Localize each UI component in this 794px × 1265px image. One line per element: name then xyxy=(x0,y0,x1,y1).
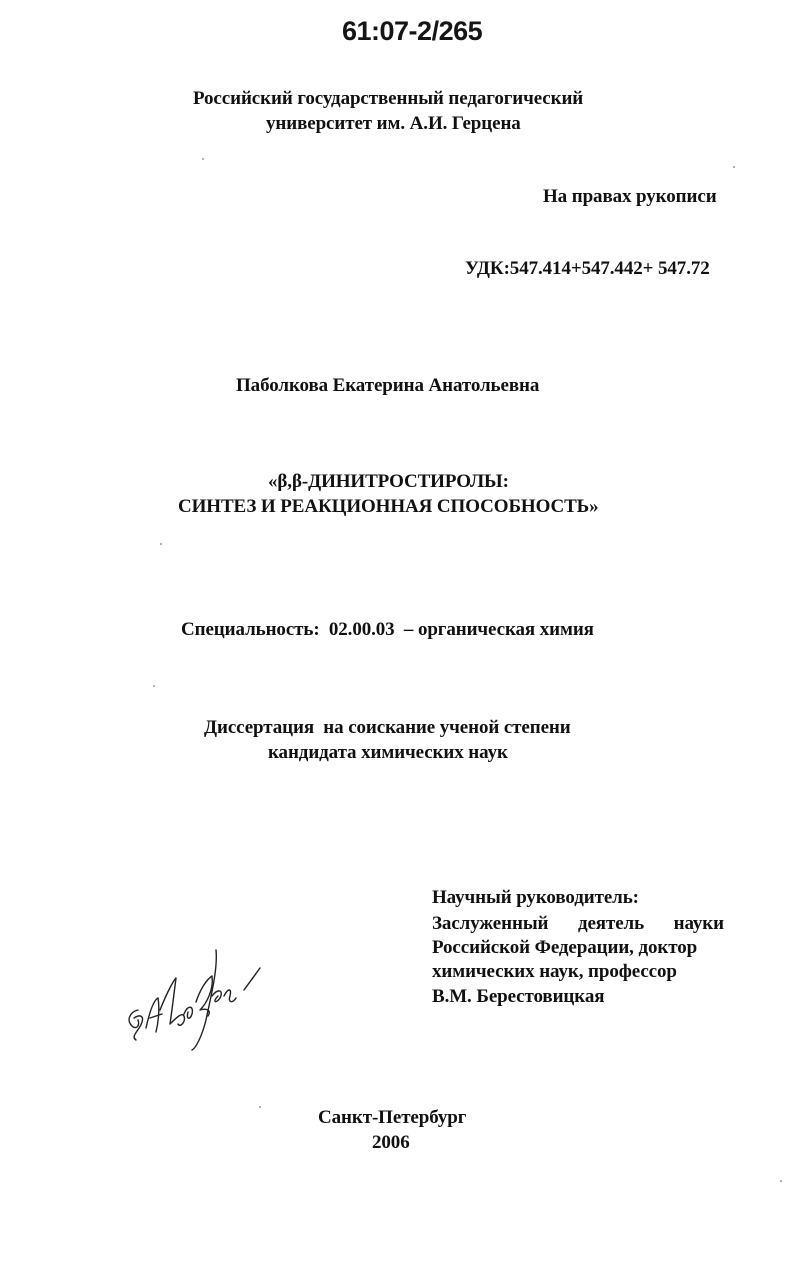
specialty-label: Специальность: xyxy=(181,619,320,640)
place-city: Санкт-Петербург xyxy=(318,1107,467,1128)
supervisor-line-1-word-1: Заслуженный xyxy=(432,913,549,934)
scan-speck xyxy=(780,1180,782,1182)
archive-code: 61:07-2/265 xyxy=(342,16,483,46)
udc-code: УДК:547.414+547.442+ 547.72 xyxy=(465,258,710,279)
supervisor-line-1-word-2: деятель xyxy=(577,913,645,934)
institution-line-1: Российский государственный педагогический xyxy=(193,88,584,109)
title-line-1: «β,β-ДИНИТРОСТИРОЛЫ: xyxy=(268,471,509,492)
supervisor-line-1 xyxy=(432,912,724,936)
specialty-line xyxy=(181,618,594,642)
supervisor-name: В.М. Берестовицкая xyxy=(432,986,605,1007)
scan-speck xyxy=(153,685,155,687)
author-name: Паболкова Екатерина Анатольевна xyxy=(236,375,540,396)
degree-line-1: Диссертация на соискание ученой степени xyxy=(204,717,571,738)
degree-line-2: кандидата химических наук xyxy=(268,742,508,763)
supervisor-line-3: химических наук, профессор xyxy=(432,961,677,982)
scan-speck xyxy=(733,166,735,168)
handwritten-signature xyxy=(120,940,280,1060)
scan-speck xyxy=(202,158,204,160)
scan-speck xyxy=(259,1106,261,1108)
place-year: 2006 xyxy=(372,1132,410,1153)
supervisor-line-2: Российской Федерации, доктор xyxy=(432,937,698,958)
specialty-name: – органическая химия xyxy=(403,619,594,640)
title-line-2: СИНТЕЗ И РЕАКЦИОННАЯ СПОСОБНОСТЬ» xyxy=(178,496,599,517)
manuscript-note: На правах рукописи xyxy=(543,186,717,207)
supervisor-heading: Научный руководитель: xyxy=(432,887,639,908)
scan-speck xyxy=(160,543,162,545)
supervisor-line-1-word-3: науки xyxy=(673,913,724,934)
institution-line-2: университет им. А.И. Герцена xyxy=(266,113,521,134)
specialty-code: 02.00.03 xyxy=(328,619,395,640)
